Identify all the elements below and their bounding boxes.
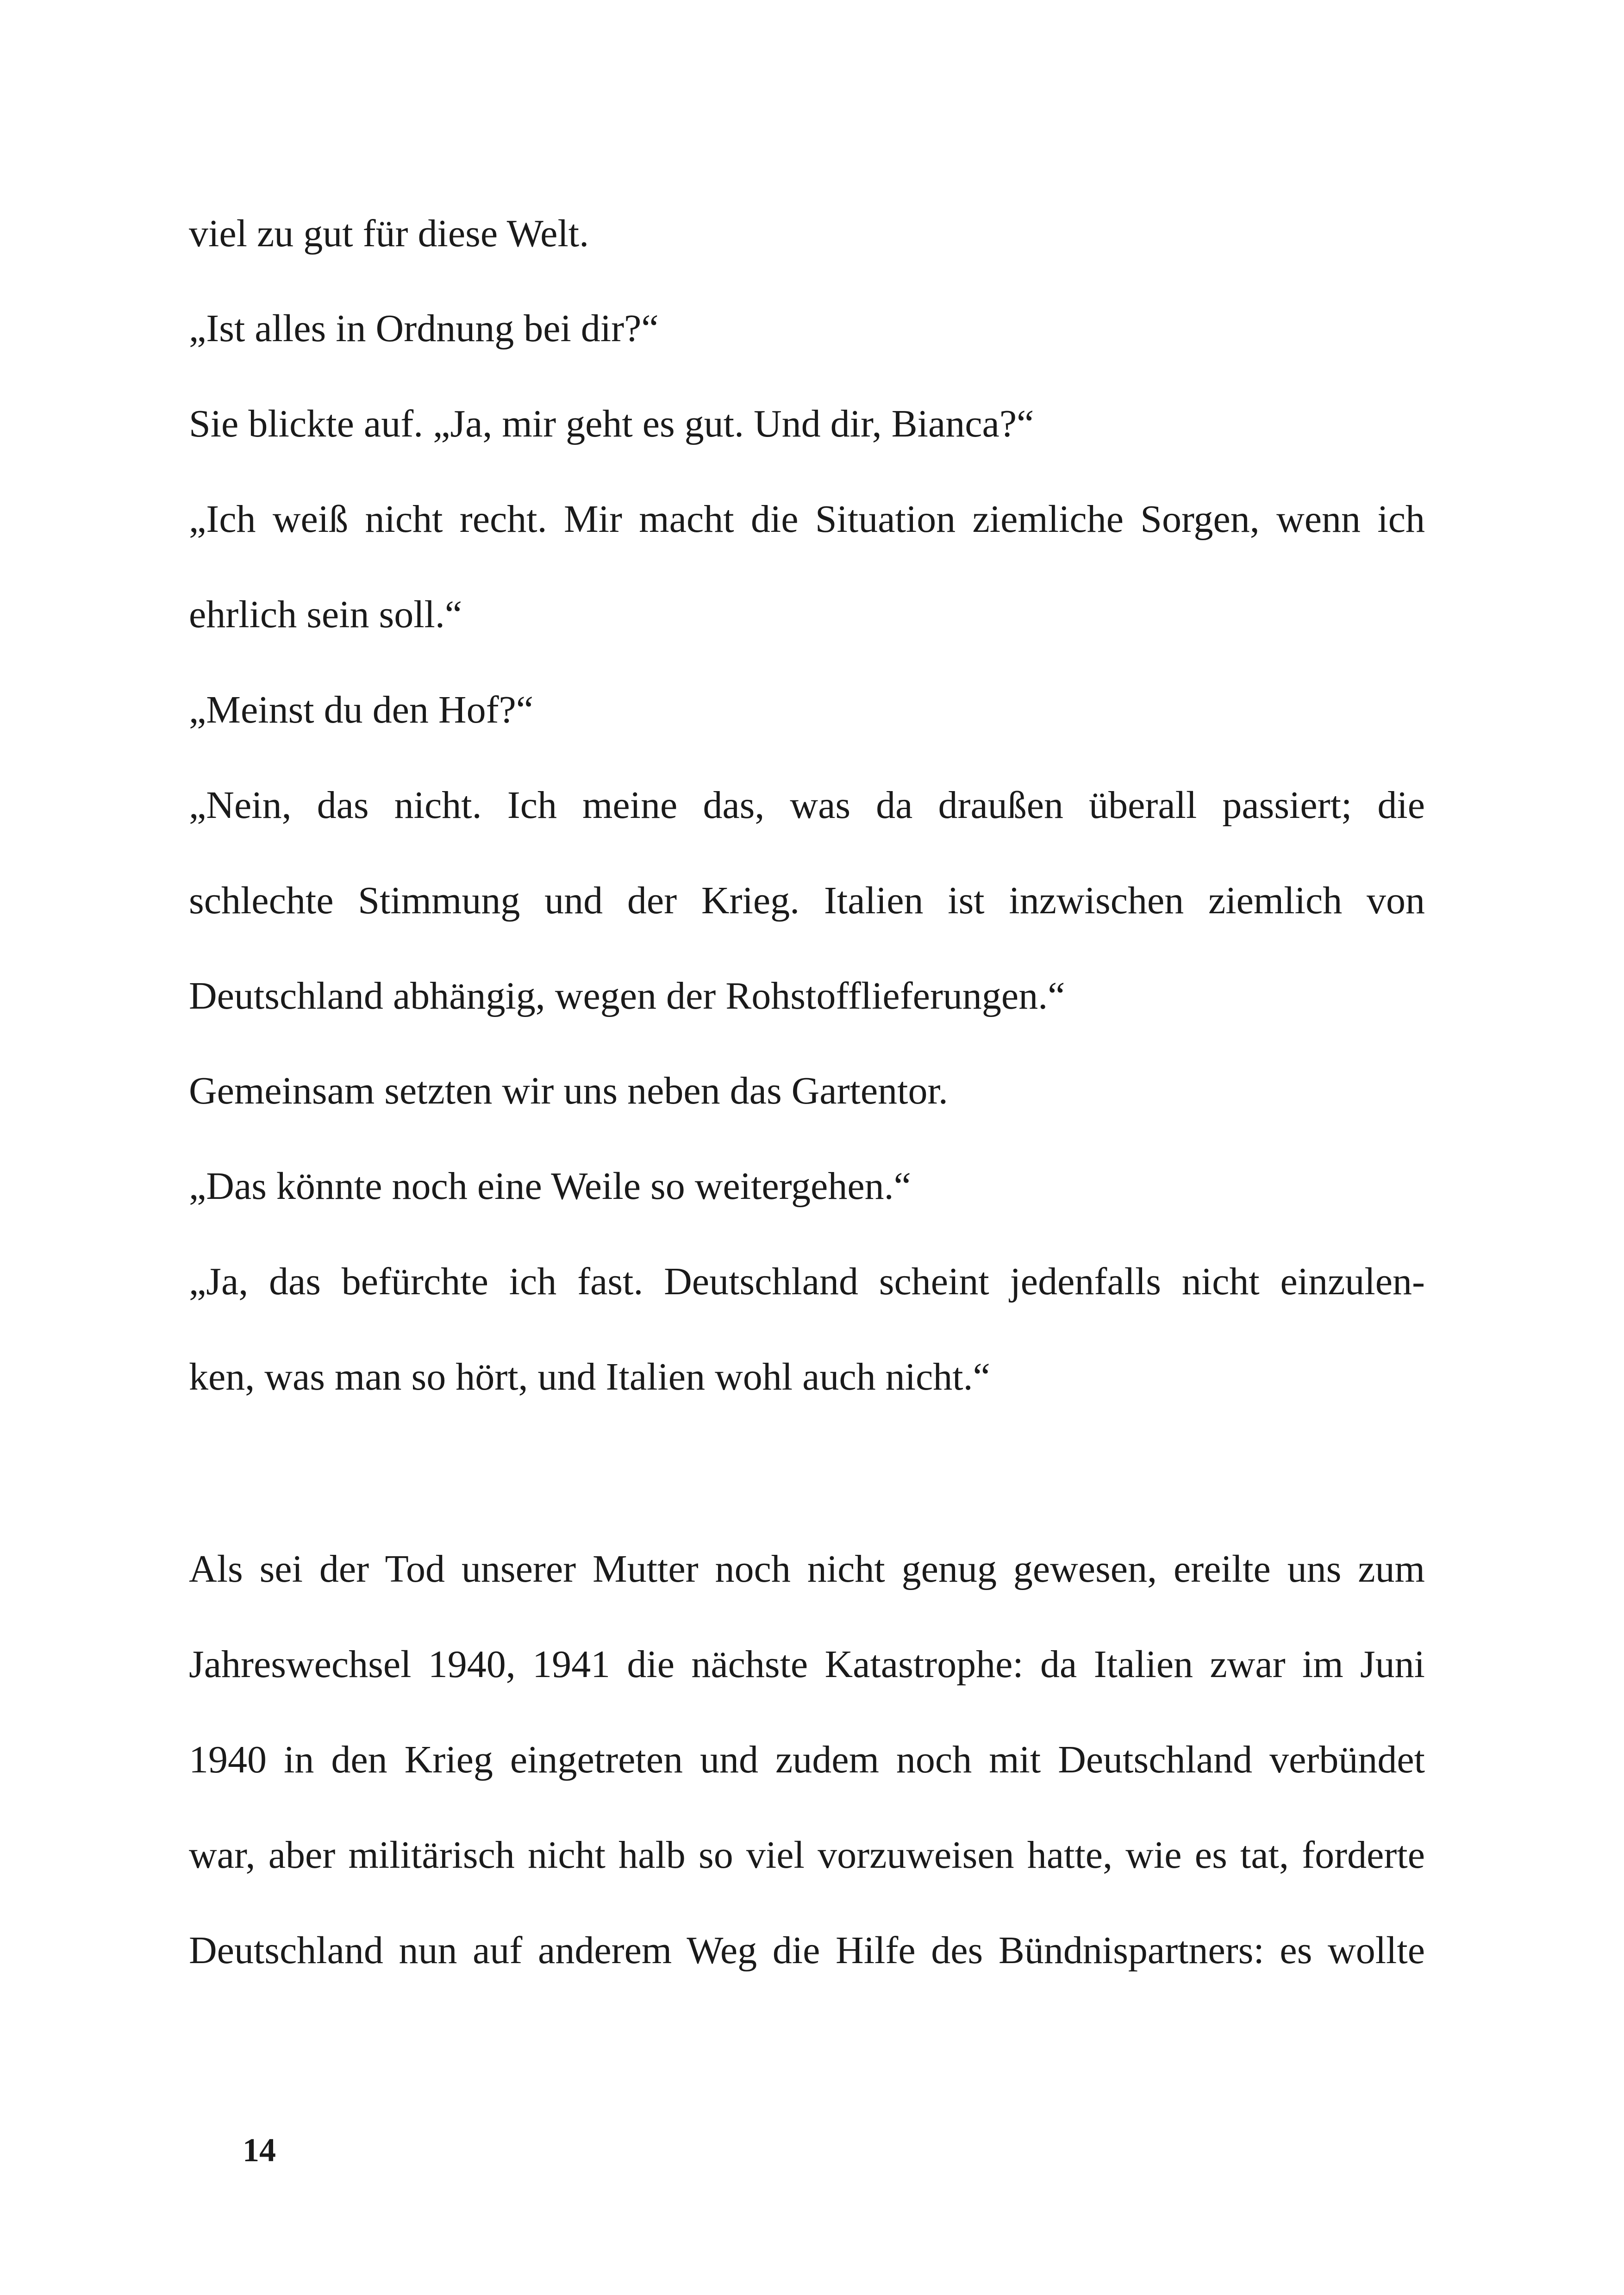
text-line: Deutschland abhängig, wegen der Rohstofflieferungen.“ [189, 974, 1065, 1017]
text-line: 1940 in den Krieg eingetreten und zudem noch mit Deutschland verbündet [189, 1738, 1425, 1781]
text-line: Gemeinsam setzten wir uns neben das Gartentor. [189, 1069, 948, 1112]
text-line: Deutschland nun auf anderem Weg die Hilfe des Bündnispartners: es wollte [189, 1929, 1425, 1972]
text-line: „Ist alles in Ordnung bei dir?“ [189, 307, 659, 350]
text-line: „Ja, das befürchte ich fast. Deutschland scheint jedenfalls nicht einzulen- [189, 1260, 1425, 1303]
text-line: Sie blickte auf. „Ja, mir geht es gut. Und dir, Bianca?“ [189, 402, 1034, 445]
text-line: ken, was man so hört, und Italien wohl auch nicht.“ [189, 1355, 990, 1398]
text-line: schlechte Stimmung und der Krieg. Italien ist inzwischen ziemlich von [189, 879, 1425, 922]
text-line: „Das könnte noch eine Weile so weitergehen.“ [189, 1165, 911, 1208]
text-line: Jahreswechsel 1940, 1941 die nächste Katastrophe: da Italien zwar im Juni [189, 1643, 1425, 1686]
page-number: 14 [243, 2132, 276, 2169]
text-line: „Meinst du den Hof?“ [189, 688, 534, 731]
text-line: war, aber militärisch nicht halb so viel vorzuweisen hatte, wie es tat, forderte [189, 1834, 1425, 1877]
text-line: viel zu gut für diese Welt. [189, 212, 589, 255]
text-line: ehrlich sein soll.“ [189, 593, 462, 636]
text-line: „Ich weiß nicht recht. Mir macht die Situation ziemliche Sorgen, wenn ich [189, 498, 1425, 541]
text-line: Als sei der Tod unserer Mutter noch nicht genug gewesen, ereilte uns zum [189, 1547, 1425, 1590]
text-line: „Nein, das nicht. Ich meine das, was da draußen überall passiert; die [189, 784, 1425, 827]
